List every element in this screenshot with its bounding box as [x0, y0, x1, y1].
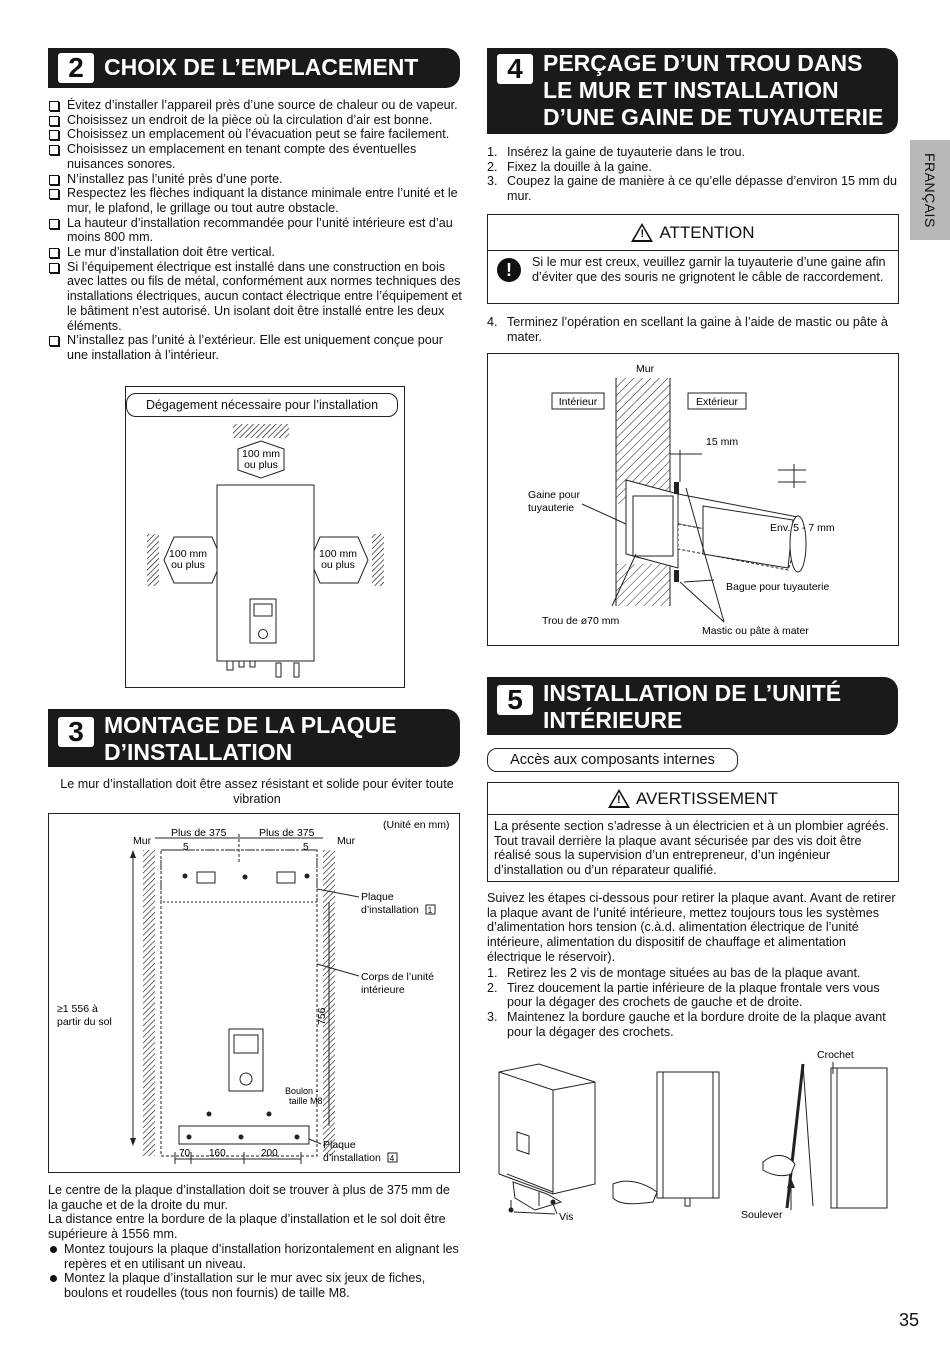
warning-icon: ! — [631, 223, 653, 242]
unit-note: (Unité en mm) — [383, 819, 450, 831]
front-panel-intro: Suivez les étapes ci-dessous pour retirer la plaque avant. Avant de retirer la plaque avant de l’unité intérieure, mettez toujours tous les systèmes d’alimentation hors tension (c.à.d. alimentation électrique de l’unité intérieure, alimentation du dispositif de chauffage et alimentation électrique le réservoir). — [487, 891, 896, 964]
dimension-160: 160 — [209, 1148, 226, 1159]
dimension-70: 70 — [179, 1148, 191, 1159]
height-label: partir du sol — [57, 1016, 112, 1028]
part-number: 4 — [389, 1154, 395, 1163]
title-line: INTÉRIEURE — [543, 707, 683, 733]
list-item: 1. Retirez les 2 vis de montage situées au bas de la plaque avant. — [487, 966, 861, 980]
section-4-header — [487, 48, 898, 134]
exterior-label: Extérieur — [695, 396, 739, 408]
section-title — [543, 677, 851, 740]
dimension-15mm: 15 mm — [706, 436, 739, 448]
top-plate-label: d’installation — [361, 904, 419, 916]
section-3-header — [48, 709, 460, 767]
wall-lower — [616, 564, 670, 606]
offset-right-label: 5 — [303, 842, 309, 853]
interior-label: Intérieur — [558, 396, 598, 408]
hook-label: Crochet — [817, 1049, 854, 1061]
putty-label: Mastic ou pâte à mater — [702, 625, 809, 637]
wall-label-right: Mur — [337, 835, 356, 847]
left-wall-hatch — [143, 850, 155, 1156]
distance-right-label: Plus de 375 — [259, 827, 315, 839]
list-item: 3. Coupez la gaine de manière à ce qu’elle dépasse d’environ 15 mm du mur. — [487, 174, 897, 204]
mount-notes — [48, 1183, 463, 1301]
drilling-step-4 — [487, 315, 901, 344]
sleeve-label: tuyauterie — [528, 502, 575, 514]
attention-text: Si le mur est creux, veuillez garnir la tuyauterie d’une gaine afin d’éviter que des souris ne grignotent le câble de raccordement. — [532, 255, 886, 284]
section-title — [543, 48, 893, 137]
clearance-label: Env. 5 - 7 mm — [770, 522, 835, 534]
hand-icon — [763, 1155, 795, 1175]
screw-icon — [509, 1208, 514, 1213]
bolt-label: Boulon - — [285, 1086, 319, 1096]
title-line: MONTAGE DE LA PLAQUE — [104, 712, 397, 738]
unit-body-label: intérieure — [361, 984, 405, 996]
section-title — [104, 709, 407, 772]
list-item: Choisissez un endroit de la pièce où la circulation d’air est bonne. — [48, 113, 463, 128]
mounting-diagram — [49, 814, 459, 1172]
clearance-figure — [125, 386, 405, 688]
hole-label: Trou de ø70 mm — [542, 615, 620, 627]
warning-box — [487, 782, 899, 882]
list-item: 2. Tirez doucement la partie inférieure de la plaque frontale vers vous pour la dégager des crochets de gauche et de droite. — [487, 980, 880, 1010]
section-number: 3 — [58, 717, 94, 747]
title-line: INSTALLATION DE L’UNITÉ — [543, 680, 842, 706]
list-item: Choisissez un emplacement où l’évacuation peut se faire facilement. — [48, 127, 463, 142]
top-plate-label: Plaque — [361, 891, 394, 903]
sleeve-label: Gaine pour — [528, 489, 580, 501]
warning-header — [488, 783, 898, 815]
top-clearance-label: ou plus — [244, 459, 278, 471]
section-number: 4 — [497, 54, 533, 84]
list-item: 2. Fixez la douille à la gaine. — [487, 159, 652, 174]
title-line: PERÇAGE D’UN TROU DANS — [543, 50, 863, 76]
left-clearance-label: 100 mm — [169, 548, 207, 560]
distance-left-label: Plus de 375 — [171, 827, 227, 839]
right-wall-hatch — [372, 534, 384, 586]
attention-header — [488, 215, 898, 251]
front-panel-steps — [487, 966, 901, 1040]
unit-iso — [499, 1064, 595, 1194]
list-item: Le mur d’installation doit être vertical. — [48, 245, 463, 260]
list-item: 1. Insérez la gaine de tuyauterie dans le trou. — [487, 145, 746, 159]
title-line: D’INSTALLATION — [104, 739, 293, 765]
unit-body-label: Corps de l’unité — [361, 971, 434, 983]
list-item: 3. Maintenez la bordure gauche et la bordure droite de la plaque avant pour la dégager des crochets. — [487, 1010, 886, 1039]
sleeve-diagram — [488, 354, 898, 645]
warning-text: La présente section s’adresse à un électricien et à un plombier agréés. Tout travail derrière la plaque avant sécurisée par des vis doit être réalisé sous la supervision d’un entrepreneur, d’un ingénieur d’installation ou d’un réparateur qualifié. — [494, 819, 889, 878]
section-2-header — [48, 48, 460, 88]
title-line: D’UNE GAINE DE TUYAUTERIE — [543, 104, 884, 130]
unit-outline — [161, 850, 317, 1156]
mount-intro: Le mur d’installation doit être assez résistant et solide pour éviter toute vibration — [60, 777, 454, 806]
sleeve-figure — [487, 353, 899, 646]
section-5-header — [487, 677, 898, 735]
drilling-steps — [487, 145, 901, 204]
section-number: 5 — [497, 685, 533, 715]
clearance-title: Dégagement nécessaire pour l’installation — [126, 393, 398, 417]
list-item: La hauteur d’installation recommandée pour l’unité intérieure est d’au moins 800 mm. — [48, 216, 463, 245]
unit-lifted — [831, 1068, 887, 1208]
ceiling-hatch — [233, 424, 289, 438]
exclamation-icon: ! — [497, 258, 521, 282]
left-clearance-label: ou plus — [171, 559, 205, 571]
warning-icon: ! — [608, 789, 630, 808]
bottom-plate-label: d’installation — [323, 1152, 381, 1164]
list-item: Choisissez un emplacement en tenant compte des éventuelles nuisances sonores. — [48, 142, 463, 171]
warning-title: AVERTISSEMENT — [635, 788, 778, 808]
unit-side — [657, 1072, 719, 1198]
dimension-200: 200 — [261, 1148, 278, 1159]
list-item: N’installez pas l’unité près d’une porte. — [48, 172, 463, 187]
list-item: N’installez pas l’unité à l’extérieur. Elle est uniquement conçue pour une installation à l’intérieur. — [48, 333, 463, 362]
location-guidelines — [48, 98, 463, 363]
bottom-plate-label: Plaque — [323, 1139, 356, 1151]
wall-label: Mur — [636, 363, 655, 375]
wall-label-left: Mur — [133, 835, 152, 847]
section-number: 2 — [58, 53, 94, 83]
height-label: ≥1 556 à — [57, 1003, 98, 1015]
paragraph: La distance entre la bordure de la plaque d’installation et le sol doit être supérieure à 1556 mm. — [48, 1212, 446, 1242]
page-number: 35 — [899, 1310, 920, 1330]
list-item: 4. Terminez l’opération en scellant la gaine à l’aide de mastic ou pâte à mater. — [487, 315, 888, 344]
list-item: Respectez les flèches indiquant la distance minimale entre l’unité et le mur, le plafond, le grillage ou tout autre obstacle. — [48, 186, 463, 215]
bolt-label: taille M8 — [289, 1096, 323, 1106]
hand-icon — [613, 1181, 657, 1204]
list-item: Si l’équipement électrique est installé dans une construction en bois avec lattes ou fils de métal, conformément aux normes techniques des installations électriques, aucun contact électrique entre l’équipement et le bâtiment n’est autorisé. Un isolant doit être installé entre les deux éléments. — [48, 260, 463, 334]
right-clearance-label: 100 mm — [319, 548, 357, 560]
paragraph: Le centre de la plaque d’installation doit se trouver à plus de 375 mm de la gauche et de la droite du mur. — [48, 1183, 450, 1212]
top-clearance-label: 100 mm — [242, 448, 280, 460]
part-number: 1 — [427, 906, 433, 915]
bottom-plate — [179, 1126, 309, 1144]
panel-removal-diagram — [487, 1044, 901, 1228]
screw-label: Vis — [559, 1211, 574, 1223]
language-tab: FRANÇAIS — [910, 140, 950, 240]
title-line: LE MUR ET INSTALLATION — [543, 77, 839, 103]
lift-arrow-icon — [787, 1178, 795, 1188]
attention-box — [487, 214, 899, 304]
left-wall-hatch — [147, 534, 159, 586]
clearance-diagram — [126, 387, 404, 687]
screw-icon — [551, 1200, 556, 1205]
subheading-pill: Accès aux composants internes — [487, 748, 738, 772]
dimension-756: 756 — [316, 1007, 328, 1025]
mounting-figure — [48, 813, 460, 1173]
section-title: CHOIX DE L’EMPLACEMENT — [104, 54, 419, 80]
offset-left-label: 5 — [183, 842, 189, 853]
lift-label: Soulever — [741, 1209, 783, 1221]
pipe-ring-label: Bague pour tuyauterie — [726, 581, 830, 593]
attention-title: ATTENTION — [659, 222, 755, 242]
right-clearance-label: ou plus — [321, 559, 355, 571]
list-item: Évitez d’installer l’appareil près d’une source de chaleur ou de vapeur. — [48, 98, 463, 113]
list-item: Montez toujours la plaque d’installation horizontalement en alignant les repères et en utilisant un niveau. — [48, 1242, 463, 1271]
list-item: Montez la plaque d’installation sur le mur avec six jeux de fiches, boulons et roudelles (tous non fournis) de taille M8. — [48, 1271, 463, 1300]
